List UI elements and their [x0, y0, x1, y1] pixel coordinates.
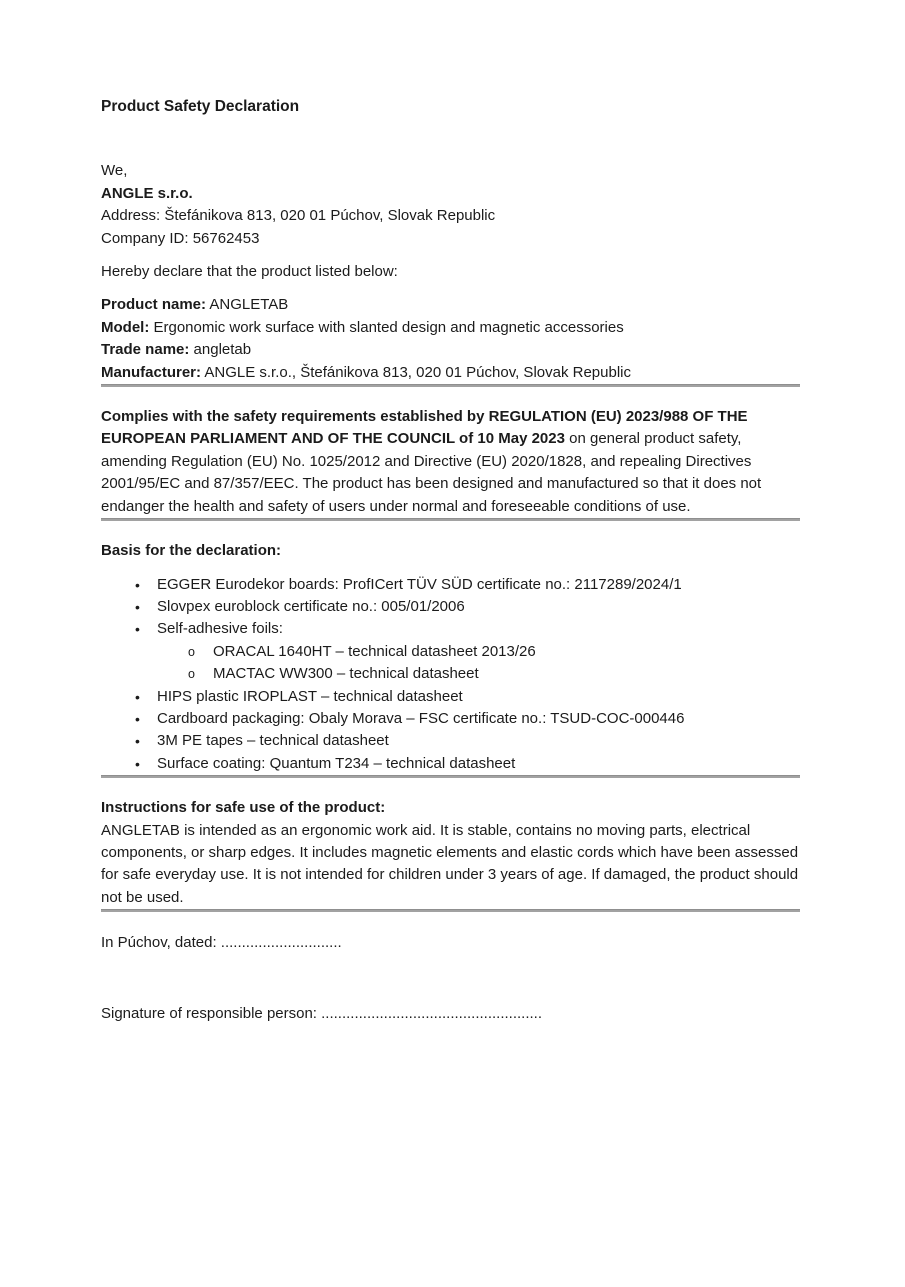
signature-line: Signature of responsible person: ..................................................... — [101, 1004, 543, 1022]
intro-we: We, — [101, 162, 128, 180]
basis-item-text: Self-adhesive foils: — [157, 620, 283, 638]
basis-item-text: 3M PE tapes – technical datasheet — [157, 732, 389, 750]
model-row — [101, 317, 800, 339]
basis-item-text: Surface coating: Quantum T234 – technical datasheet — [157, 754, 516, 772]
trade-name-row — [101, 339, 800, 361]
bullet-icon: • — [135, 621, 140, 638]
basis-item-tapes — [101, 730, 800, 752]
model-label: Model: — [101, 318, 150, 336]
basis-item-hips — [101, 686, 800, 708]
company-address: Address: Štefánikova 813, 020 01 Púchov, Slovak Republic — [101, 207, 496, 225]
basis-item-cardboard — [101, 708, 800, 730]
product-details — [101, 294, 800, 384]
sub-bullet-icon: o — [188, 667, 195, 682]
company-id: Company ID: 56762453 — [101, 229, 260, 247]
instructions-section — [101, 797, 800, 909]
basis-subitem-oracal — [101, 641, 800, 663]
bullet-icon: • — [135, 733, 140, 750]
trade-name-value: angletab — [189, 341, 252, 359]
basis-item-text: HIPS plastic IROPLAST – technical datasheet — [157, 687, 463, 705]
basis-item-text: MACTAC WW300 – technical datasheet — [213, 665, 479, 683]
basis-item-text: ORACAL 1640HT – technical datasheet 2013/26 — [213, 642, 536, 660]
instructions-heading: Instructions for safe use of the product: — [101, 799, 386, 817]
section-divider — [101, 518, 800, 521]
manufacturer-label: Manufacturer: — [101, 363, 202, 381]
company-name: ANGLE s.r.o. — [101, 184, 193, 202]
declaration-statement: Hereby declare that the product listed below: — [101, 263, 398, 281]
section-divider — [101, 909, 800, 912]
basis-item-egger — [101, 574, 800, 596]
basis-item-foils — [101, 618, 800, 640]
bullet-icon: • — [135, 576, 140, 593]
basis-item-slovpex — [101, 596, 800, 618]
bullet-icon: • — [135, 688, 140, 705]
instructions-body: ANGLETAB is intended as an ergonomic work aid. It is stable, contains no moving parts, electrical components, or sharp edges. It includes magnetic elements and elastic cords which have been assessed for safe everyday use. It is not intended for children under 3 years of age. If damaged, the product should not be used. — [101, 821, 799, 906]
manufacturer-value: ANGLE s.r.o., Štefánikova 813, 020 01 Púchov, Slovak Republic — [201, 363, 631, 381]
manufacturer-row — [101, 362, 800, 384]
basis-item-text: Slovpex euroblock certificate no.: 005/01/2006 — [157, 597, 465, 615]
basis-heading: Basis for the declaration: — [101, 542, 282, 560]
document-title: Product Safety Declaration — [101, 98, 300, 115]
dated-line: In Púchov, dated: ............................. — [101, 934, 342, 952]
section-divider — [101, 775, 800, 778]
bullet-icon: • — [135, 598, 140, 615]
basis-item-coating — [101, 753, 800, 775]
section-divider — [101, 384, 800, 387]
sub-bullet-icon: o — [188, 644, 195, 659]
compliance-bold-text: Complies with the safety requirements established by REGULATION (EU) 2023/988 OF THE EUROPEAN PARLIAMENT AND OF THE COUNCIL of 10 May 2023 — [101, 408, 748, 448]
bullet-icon: • — [135, 755, 140, 772]
basis-list — [101, 574, 800, 776]
basis-subitem-mactac — [101, 663, 800, 685]
compliance-paragraph — [101, 406, 800, 518]
basis-item-text: EGGER Eurodekor boards: ProfICert TÜV SÜD certificate no.: 2117289/2024/1 — [157, 575, 682, 593]
compliance-regular-text: on general product safety, amending Regulation (EU) No. 1025/2012 and Directive (EU) 2020/1828, and repealing Directives 2001/95/EC and 87/357/EEC. The product has been designed and manufactured so that it does not endanger the health and safety of users under normal and foreseeable conditions of use. — [101, 430, 762, 515]
product-name-row — [101, 294, 800, 316]
product-name-value: ANGLETAB — [206, 296, 289, 314]
trade-name-label: Trade name: — [101, 341, 190, 359]
bullet-icon: • — [135, 710, 140, 727]
basis-item-text: Cardboard packaging: Obaly Morava – FSC certificate no.: TSUD-COC-000446 — [157, 709, 685, 727]
product-name-label: Product name: — [101, 296, 207, 314]
model-value: Ergonomic work surface with slanted design and magnetic accessories — [149, 318, 624, 336]
